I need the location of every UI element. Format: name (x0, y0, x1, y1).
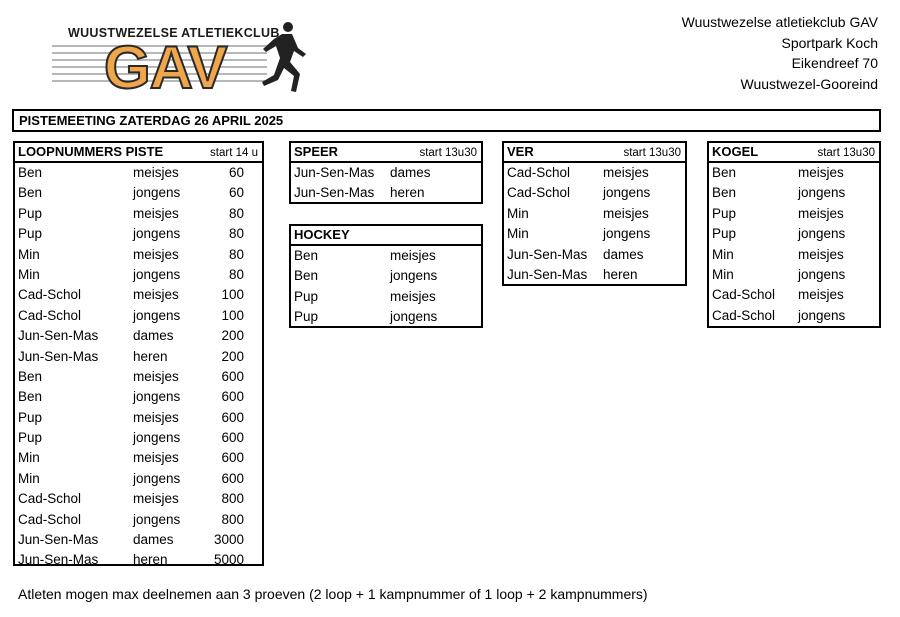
table-row (15, 347, 262, 367)
row-gender: meisjes (133, 450, 179, 466)
row-gender: jongens (390, 309, 438, 325)
row-category: Min (18, 450, 40, 466)
table-row (15, 306, 262, 326)
row-category: Ben (294, 268, 319, 284)
row-distance: 600 (221, 409, 244, 425)
table-header (504, 143, 685, 163)
row-gender: dames (603, 246, 644, 262)
row-gender: meisjes (133, 368, 179, 384)
table-row (15, 550, 262, 570)
row-category: Pup (18, 226, 43, 242)
row-category: Min (507, 226, 529, 242)
table-row (15, 204, 262, 224)
row-category: Jun-Sen-Mas (294, 165, 375, 180)
row-gender: heren (603, 266, 638, 282)
row-category: Jun-Sen-Mas (18, 328, 99, 344)
table-row (15, 183, 262, 203)
table-row (15, 367, 262, 387)
table-title: KOGEL (712, 144, 759, 159)
row-gender: meisjes (133, 409, 179, 425)
row-gender: jongens (133, 307, 181, 323)
table-row (709, 163, 879, 183)
row-gender: meisjes (603, 165, 649, 180)
row-gender: jongens (798, 266, 846, 282)
table-row (15, 326, 262, 346)
row-gender: meisjes (798, 246, 844, 262)
address-line-1: Wuustwezelse atletiekclub GAV (681, 14, 878, 30)
row-category: Cad-Schol (18, 511, 82, 527)
row-category: Cad-Schol (507, 185, 571, 201)
row-distance: 800 (221, 491, 244, 507)
row-category: Pup (712, 226, 737, 242)
row-category: Cad-Schol (712, 287, 776, 303)
row-distance: 600 (221, 389, 244, 405)
address-line-2: Sportpark Koch (781, 34, 878, 51)
row-distance: 60 (228, 165, 244, 180)
table-row (291, 287, 481, 307)
start-time: start 13u30 (419, 147, 477, 159)
row-gender: jongens (390, 268, 438, 284)
table-title: VER (507, 144, 534, 159)
participation-note: Atleten mogen max deelnemen aan 3 proeven (2 loop + 1 kampnummer of 1 loop + 2 kampnummers) (18, 586, 648, 602)
row-gender: meisjes (798, 165, 844, 180)
row-gender: jongens (133, 226, 181, 242)
row-category: Min (18, 266, 40, 282)
table-row (15, 448, 262, 468)
row-distance: 100 (221, 287, 244, 303)
table-row (709, 306, 879, 326)
hockey-ball-table (289, 224, 483, 328)
row-gender: heren (133, 552, 168, 568)
table-header (291, 143, 481, 163)
row-category: Cad-Schol (18, 287, 82, 303)
table-title: LOOPNUMMERS PISTE (18, 144, 164, 159)
row-category: Min (18, 470, 40, 486)
row-category: Min (712, 246, 734, 262)
table-row (709, 245, 879, 265)
row-category: Pup (18, 430, 43, 446)
table-row (15, 510, 262, 530)
row-gender: jongens (798, 185, 846, 201)
logo-club-name: WUUSTWEZELSE ATLETIEKCLUB (68, 26, 280, 40)
table-row (291, 266, 481, 286)
row-category: Jun-Sen-Mas (294, 185, 375, 201)
start-time: start 13u30 (817, 147, 875, 159)
row-gender: heren (390, 185, 425, 201)
row-category: Ben (294, 248, 319, 263)
row-gender: dames (133, 328, 174, 344)
row-gender: meisjes (133, 165, 179, 180)
row-distance: 60 (228, 185, 244, 201)
table-row (15, 245, 262, 265)
shot-put-table (707, 141, 881, 328)
row-category: Cad-Schol (507, 165, 571, 180)
table-header (15, 143, 262, 163)
table-row (504, 163, 685, 183)
table-row (15, 163, 262, 183)
row-gender: meisjes (390, 288, 436, 304)
table-row (15, 265, 262, 285)
row-category: Pup (294, 309, 319, 325)
row-distance: 80 (228, 246, 244, 262)
table-title: HOCKEY (294, 227, 350, 242)
meeting-title: PISTEMEETING ZATERDAG 26 APRIL 2025 (12, 109, 881, 132)
row-category: Ben (712, 185, 737, 201)
row-gender: meisjes (133, 205, 179, 221)
row-gender: meisjes (798, 205, 844, 221)
row-category: Pup (712, 205, 737, 221)
row-distance: 200 (221, 348, 244, 364)
row-gender: jongens (133, 266, 181, 282)
address-line-3: Eikendreef 70 (791, 55, 878, 71)
row-category: Ben (18, 165, 43, 180)
row-category: Pup (294, 288, 319, 304)
table-row (504, 204, 685, 224)
table-row (504, 183, 685, 203)
address-line-4: Wuustwezel-Gooreind (740, 75, 878, 92)
row-distance: 600 (221, 450, 244, 466)
row-distance: 600 (221, 368, 244, 384)
row-category: Pup (18, 205, 43, 221)
row-category: Min (18, 246, 40, 262)
row-distance: 80 (228, 226, 244, 242)
row-distance: 80 (228, 266, 244, 282)
table-row (291, 246, 481, 266)
club-logo (52, 18, 314, 101)
running-events-table (13, 141, 264, 566)
javelin-table (289, 141, 483, 204)
row-distance: 80 (228, 205, 244, 221)
row-gender: jongens (133, 511, 181, 527)
row-gender: meisjes (390, 248, 436, 263)
long-jump-table (502, 141, 687, 286)
start-time: start 14 u (210, 147, 258, 159)
table-row (291, 183, 481, 203)
row-category: Jun-Sen-Mas (507, 246, 588, 262)
row-distance: 600 (221, 430, 244, 446)
row-category: Cad-Schol (712, 307, 776, 323)
row-gender: dames (133, 532, 174, 548)
row-gender: jongens (603, 185, 651, 201)
row-gender: jongens (603, 226, 651, 242)
table-header (291, 226, 481, 246)
row-category: Ben (712, 165, 737, 180)
row-distance: 200 (221, 328, 244, 344)
row-distance: 5000 (213, 552, 244, 568)
table-row (709, 204, 879, 224)
logo-gav-letters: GAV (104, 34, 227, 101)
row-gender: meisjes (133, 246, 179, 262)
table-row (15, 489, 262, 509)
row-distance: 600 (221, 470, 244, 486)
table-header (709, 143, 879, 163)
row-gender: jongens (798, 226, 846, 242)
table-row (291, 307, 481, 327)
table-row (15, 387, 262, 407)
row-gender: jongens (133, 470, 181, 486)
start-time: start 13u30 (623, 147, 681, 159)
table-row (15, 285, 262, 305)
row-category: Cad-Schol (18, 491, 82, 507)
row-category: Jun-Sen-Mas (507, 266, 588, 282)
table-row (291, 163, 481, 183)
row-gender: heren (133, 348, 168, 364)
table-row (504, 224, 685, 244)
row-distance: 100 (221, 307, 244, 323)
table-row (709, 183, 879, 203)
row-gender: meisjes (798, 287, 844, 303)
row-category: Min (507, 205, 529, 221)
row-gender: jongens (798, 307, 846, 323)
table-row (15, 408, 262, 428)
row-gender: jongens (133, 389, 181, 405)
row-category: Ben (18, 185, 43, 201)
row-gender: jongens (133, 430, 181, 446)
row-category: Pup (18, 409, 43, 425)
row-category: Min (712, 266, 734, 282)
row-distance: 3000 (213, 532, 244, 548)
table-row (504, 245, 685, 265)
table-row (504, 265, 685, 285)
table-row (15, 469, 262, 489)
row-gender: meisjes (603, 205, 649, 221)
table-row (709, 224, 879, 244)
table-title: SPEER (294, 144, 339, 159)
row-category: Ben (18, 368, 43, 384)
table-row (709, 265, 879, 285)
club-address (682, 12, 878, 94)
row-category: Cad-Schol (18, 307, 82, 323)
row-category: Jun-Sen-Mas (18, 348, 99, 364)
table-row (15, 530, 262, 550)
row-gender: meisjes (133, 287, 179, 303)
row-gender: meisjes (133, 491, 179, 507)
row-category: Jun-Sen-Mas (18, 532, 99, 548)
table-row (15, 428, 262, 448)
row-category: Jun-Sen-Mas (18, 552, 99, 568)
row-category: Ben (18, 389, 43, 405)
row-gender: dames (390, 165, 431, 180)
table-row (709, 285, 879, 305)
row-distance: 800 (221, 511, 244, 527)
table-row (15, 224, 262, 244)
row-gender: jongens (133, 185, 181, 201)
